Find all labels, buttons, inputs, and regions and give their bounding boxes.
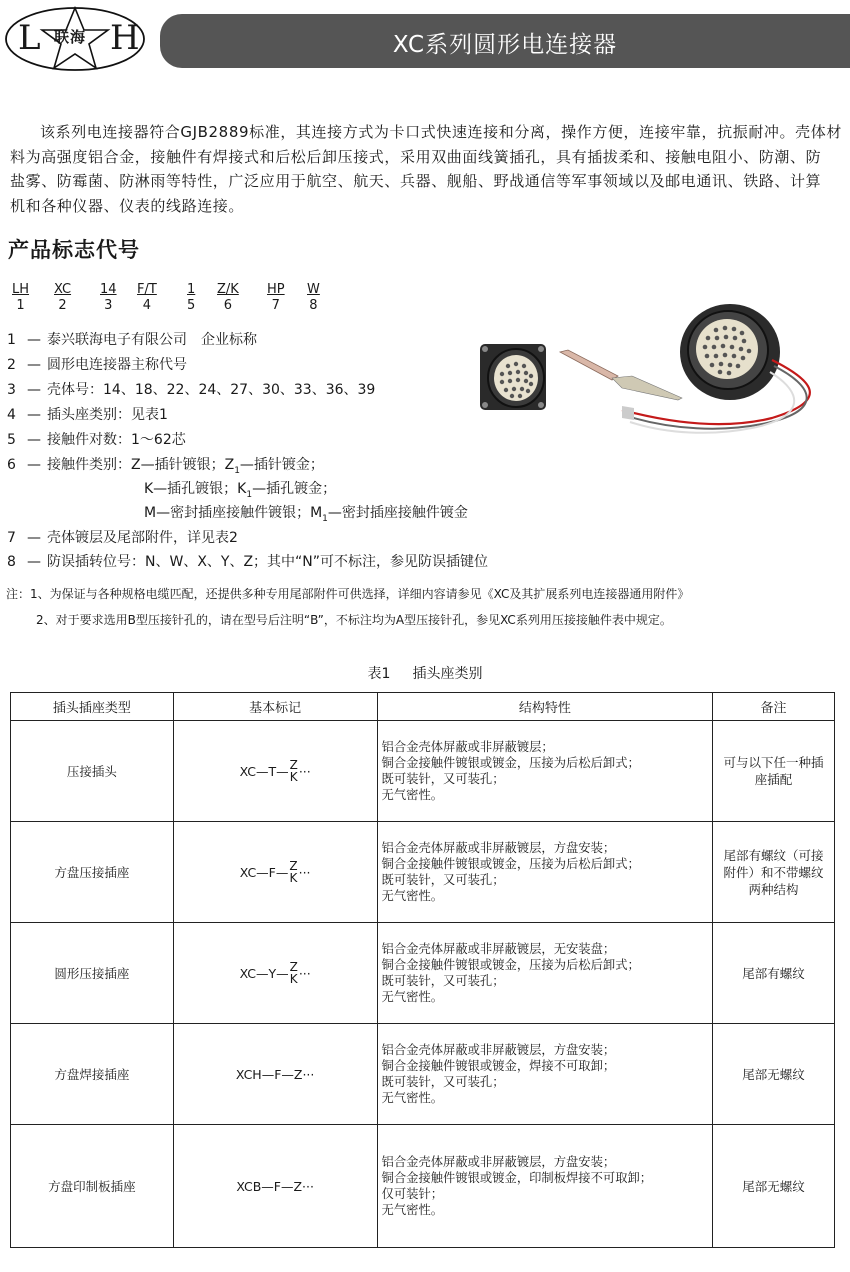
code-segment: 14 3: [100, 282, 117, 313]
intro-line: 机和各种仪器、仪表的线路连接。: [10, 196, 245, 215]
table-row: [11, 721, 835, 822]
mark-cell: XCH—F—Z···: [173, 1024, 377, 1125]
table-header-row: [11, 693, 835, 721]
code-segment: XC 2: [54, 282, 72, 313]
connector-type-table: [10, 692, 835, 1248]
features-cell: 铝合金壳体屏蔽或非屏蔽镀层，方盘安装； 铜合金接触件镀银或镀金，焊接不可取卸； 既可装针，又可装孔； 无气密性。: [377, 1024, 713, 1125]
list-item-continuation: M—密封插座接触件镀银；$M_1—$密封插座接触件镀金: [144, 505, 468, 524]
intro-line: 该系列电连接器符合GJB2889标准，其连接方式为卡口式快速连接和分离，操作方便，连接牢靠，抗振耐冲。壳体材: [40, 123, 842, 141]
code-segment: HP 7: [267, 282, 285, 313]
features-cell: 铝合金壳体屏蔽或非屏蔽镀层； 铜合金接触件镀银或镀金，压接为后松后卸式； 既可装针，又可装孔； 无气密性。: [377, 721, 713, 822]
connector-photo: [472, 300, 842, 440]
section-title: 产品标志代号: [8, 238, 140, 262]
code-designation: [12, 282, 342, 322]
remark-cell: 可与以下任一种插座插配: [713, 721, 835, 822]
title-banner: [160, 14, 850, 68]
mark-cell: XC—F— Z K ···: [173, 822, 377, 923]
type-cell: 圆形压接插座: [11, 923, 174, 1024]
page-title: XC系列圆形电连接器: [392, 32, 618, 58]
company-logo: [4, 6, 146, 72]
table-row: [11, 1024, 835, 1125]
remark-cell: 尾部无螺纹: [713, 1125, 835, 1248]
code-segment: LH 1: [12, 282, 30, 313]
mark-cell: XC—T— Z K ···: [173, 721, 377, 822]
column-header: 基本标记: [173, 693, 377, 721]
table-caption: [0, 663, 850, 683]
features-cell: 铝合金壳体屏蔽或非屏蔽镀层，方盘安装； 铜合金接触件镀银或镀金，印制板焊接不可取卸； 仅可装针； 无气密性。: [377, 1125, 713, 1248]
remark-cell: 尾部有螺纹: [713, 923, 835, 1024]
type-cell: 压接插头: [11, 721, 174, 822]
logo-chinese: 联海: [54, 28, 87, 46]
table-row: [11, 822, 835, 923]
list-item-continuation: K—插孔镀银；$K_1—$插孔镀金；: [144, 481, 337, 500]
logo-letter-l: L: [18, 18, 41, 58]
column-header: 备注: [713, 693, 835, 721]
mark-cell: XC—Y— Z K ···: [173, 923, 377, 1024]
type-cell: 方盘焊接插座: [11, 1024, 174, 1125]
list-item: 7 — 壳体镀层及尾部附件，详见表2: [7, 530, 238, 546]
code-segment: Z/K 6: [217, 282, 239, 313]
type-cell: 方盘压接插座: [11, 822, 174, 923]
column-header: 插头插座类型: [11, 693, 174, 721]
table-title: 插头座类别: [412, 666, 483, 682]
code-segment: 1 5: [187, 282, 196, 313]
list-item: 6 — 接触件类别：Z—插针镀银；$Z_1—$插针镀金；: [7, 457, 324, 476]
intro-line: 料为高强度铝合金，接触件有焊接式和后松后卸压接式，采用双曲面线簧插孔，具有插拔柔和、接触电阻小、防潮、防: [10, 147, 822, 166]
code-segment: W 8: [307, 282, 320, 313]
list-item: 2 — 圆形电连接器主称代号: [7, 357, 187, 373]
logo-letter-h: H: [110, 18, 140, 58]
code-segment: F/T 4: [137, 282, 157, 313]
column-header: 结构特性: [377, 693, 713, 721]
table-number: 表1: [367, 666, 391, 682]
table-row: [11, 1125, 835, 1248]
note-line: 注：1、为保证与各种规格电缆匹配，还提供多种专用尾部附件可供选择，详细内容请参见《XC及其扩展系列电连接器通用附件》: [6, 587, 690, 601]
list-item: 1 — 泰兴联海电子有限公司 企业标称: [7, 332, 257, 348]
list-item: 8 — 防误插转位号：N、W、X、Y、Z；其中“N”可不标注，参见防误插键位: [7, 554, 489, 570]
note-line: 2、对于要求选用B型压接针孔的，请在型号后注明“B”，不标注均为A型压接针孔，参见XC系列用压接接触件表中规定。: [36, 613, 672, 627]
features-cell: 铝合金壳体屏蔽或非屏蔽镀层，方盘安装； 铜合金接触件镀银或镀金，压接为后松后卸式； 既可装针，又可装孔； 无气密性。: [377, 822, 713, 923]
table-row: [11, 923, 835, 1024]
remark-cell: 尾部有螺纹（可接附件）和不带螺纹两种结构: [713, 822, 835, 923]
type-cell: 方盘印制板插座: [11, 1125, 174, 1248]
remark-cell: 尾部无螺纹: [713, 1024, 835, 1125]
mark-cell: XCB—F—Z···: [173, 1125, 377, 1248]
intro-paragraph: [10, 120, 840, 218]
list-item: 5 — 接触件对数：1～62芯: [7, 432, 186, 448]
features-cell: 铝合金壳体屏蔽或非屏蔽镀层，无安装盘； 铜合金接触件镀银或镀金，压接为后松后卸式； 既可装针，又可装孔； 无气密性。: [377, 923, 713, 1024]
list-item: 4 — 插头座类别：见表1: [7, 407, 168, 423]
intro-line: 盐雾、防霉菌、防淋雨等特性，广泛应用于航空、航天、兵器、舰船、野战通信等军事领域以及邮电通讯、铁路、计算: [10, 172, 822, 190]
list-item: 3 — 壳体号：14、18、22、24、27、30、33、36、39: [7, 382, 376, 398]
